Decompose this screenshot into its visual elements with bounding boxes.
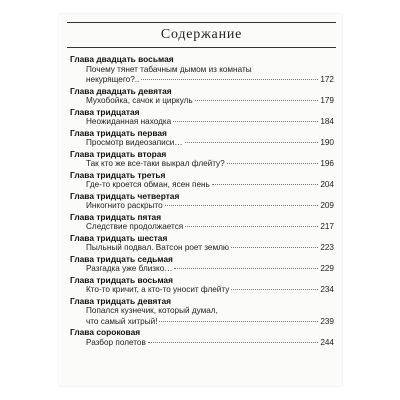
chapter-title: Глава тридцать шестая [70,232,168,243]
chapter-title: Глава тридцать третья [70,169,166,180]
toc-chapter [70,233,334,254]
entry-last-line [86,180,334,191]
chapter-title: Глава тридцать первая [70,127,167,138]
chapter-title: Глава тридцатая [70,106,140,117]
dot-leader [159,321,318,322]
entry-last-line [86,117,334,128]
page-number: 179 [320,96,334,105]
entry-last-line [86,201,334,212]
chapter-entry [70,243,334,254]
dot-leader [148,342,318,343]
page-number: 229 [320,264,334,273]
chapter-entry [70,306,334,327]
page-number: 204 [320,180,334,189]
page-number: 244 [320,337,334,347]
toc-chapter [70,191,334,212]
toc-chapter [70,128,334,149]
entry-text-line: Следствие продолжается [86,222,184,231]
entry-text-line: Разгадка уже близко… [86,264,173,273]
page-title: Содержание [160,27,243,42]
dot-leader [141,79,318,80]
entry-text-line: Мухобойка, сачок и циркуль [86,96,193,105]
page-number: 223 [320,243,334,252]
entry-last-line [86,159,334,170]
toc-chapter [70,54,334,86]
page-number: 184 [320,117,334,126]
entry-last-line [86,285,334,296]
page-number: 239 [320,316,334,326]
dot-leader [212,184,318,185]
chapter-entry [70,201,334,212]
entry-text-line: Инкогнито раскрыто [86,201,163,210]
toc-chapter [70,296,334,328]
dot-leader [185,226,318,227]
entry-text-line: Пыльный подвал. Ватсон роет землю [86,243,229,252]
dot-leader [195,100,318,101]
entry-text-line: Так кто же все-таки выкрал флейту? [86,159,225,168]
chapter-entry [70,117,334,128]
chapter-title: Глава тридцать девятая [70,295,172,306]
entry-text-line: Почему тянет табачным дымом из комнаты [86,64,252,74]
toc-chapter [70,327,334,348]
chapter-entry [70,264,334,275]
entry-text-line: Просмотр видеозаписи… [86,138,183,147]
entry-last-line [86,338,334,349]
page-number: 217 [320,222,334,231]
chapter-entry [70,180,334,191]
entry-last-line [86,96,334,107]
page-number: 172 [320,75,334,84]
entry-last-line [86,75,334,86]
toc-chapter [70,212,334,233]
entry-text-line: Разбор полетов [86,337,146,347]
chapter-title: Глава двадцать восьмая [70,54,174,64]
toc-chapter [70,149,334,170]
dot-leader [231,247,318,248]
chapter-entry [70,159,334,170]
entry-text-line: что самый хитрый! [86,316,158,326]
page-number: 209 [320,201,334,210]
table-of-contents [70,54,334,348]
toc-chapter [70,107,334,128]
entry-last-line [86,317,334,328]
chapter-title: Глава двадцать девятая [70,85,172,96]
entry-text-line: Кто-то кричит, а кто-то уносит флейту [86,285,230,294]
chapter-title: Глава тридцать вторая [70,148,167,159]
chapter-entry [70,138,334,149]
chapter-entry [70,65,334,86]
chapter-title: Глава тридцать пятая [70,211,162,222]
toc-chapter [70,86,334,107]
dot-leader [173,121,318,122]
chapter-title: Глава сороковая [70,327,141,337]
toc-header [67,22,336,48]
toc-chapter [70,254,334,275]
entry-text-line: Неожиданная находка [86,117,172,126]
dot-leader [185,142,318,143]
dot-leader [165,205,318,206]
chapter-title: Глава тридцать седьмая [70,253,173,264]
book-page [59,14,342,386]
chapter-title: Глава тридцать четвертая [70,190,180,201]
entry-last-line [86,138,334,149]
entry-last-line [86,243,334,254]
toc-chapter [70,275,334,296]
toc-chapter [70,170,334,191]
chapter-title: Глава тридцать восьмая [70,274,173,285]
page-number: 196 [320,159,334,168]
chapter-entry [70,338,334,349]
chapter-entry [70,222,334,233]
entry-text-line: Попался кузнечик, который думал, [86,306,218,315]
chapter-entry [70,96,334,107]
dot-leader [227,163,318,164]
dot-leader [231,289,318,290]
entry-text-line: Где-то кроется обман, ясен пень [86,180,210,189]
entry-text-line: некурящего?.. [86,75,140,84]
dot-leader [174,268,318,269]
entry-last-line [86,264,334,275]
page-number: 190 [320,138,334,147]
chapter-entry [70,285,334,296]
entry-last-line [86,222,334,233]
page-number: 234 [320,285,334,294]
